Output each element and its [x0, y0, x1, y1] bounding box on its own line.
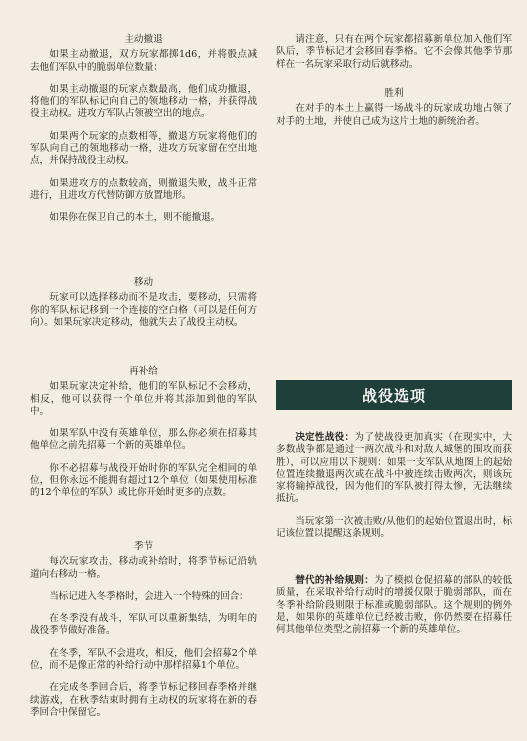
- section-move: [30, 277, 257, 329]
- paragraph: 玩家可以选择移动而不是攻击，要移动，只需将你的军队标记移到一个连接的空白格（可以是任何方向）。如果玩家决定移动，他就失去了战役主动权。: [30, 292, 257, 328]
- section-active-retreat: [30, 34, 257, 225]
- section-title: 季节: [133, 541, 154, 552]
- paragraph: 如果进攻方的点数较高，则撤退失败，战斗正常进行，且进攻方代替防御方放置地形。: [30, 177, 257, 201]
- paragraph: 在冬季没有战斗，军队可以重新集结，为明年的战役季节做好准备。: [30, 613, 257, 637]
- paragraph: 如果主动撤退，双方玩家都掷1d6，并将骰点减去他们军队中的脆弱单位数量：: [30, 49, 257, 73]
- section-title: 胜利: [384, 88, 404, 99]
- paragraph: 请注意，只有在两个玩家都招募新单位加入他们军队后，季节标记才会移回春季格。它不会像其他季节那样在一名玩家采取行动后就移动。: [276, 34, 512, 70]
- section-resupply: [30, 366, 257, 500]
- section-note: [276, 34, 512, 71]
- paragraph: 当玩家第一次被击败/从他们的起始位置退出时，标记该位置以提醒这条规则。: [276, 515, 512, 540]
- section-decisive-battle: [276, 432, 512, 540]
- section-title: 再补给: [129, 366, 158, 377]
- paragraph: 如果你在保卫自己的本土，则不能撤退。: [49, 212, 221, 224]
- section-seasons: [30, 541, 257, 719]
- campaign-options-banner: 战役选项: [276, 380, 512, 410]
- paragraph: 每次玩家攻击、移动或补给时，将季节标记沿轨道向右移动一格。: [30, 556, 257, 580]
- section-title: 移动: [133, 277, 154, 288]
- paragraph: 如果玩家决定补给，他们的军队标记不会移动，相反，他可以获得一个单位并将其添加到他的军队中。: [30, 381, 257, 417]
- paragraph: 你不必招募与战役开始时你的军队完全相同的单位，但你永远不能拥有超过12个单位（如果使用标准的12个单位的军队）或比你开始时更多的点数。: [30, 462, 257, 499]
- section-victory: [276, 88, 512, 128]
- rule-text: 为了使战役更加真实（在现实中，大多数战争都是通过一两次战斗和对敌人城堡的围攻而获胜），可以应用以下规则：如果一支军队从地图上的起始位置连续撤退两次或在战斗中被连续击败两次，则该玩家将输掉战役，因为他们的军队被打得太惨，无法继续抵抗。: [276, 432, 512, 505]
- paragraph: [276, 575, 512, 636]
- rule-label: 决定性战役：: [295, 432, 355, 443]
- paragraph: 在冬季，军队不会进攻，相反，他们会招募2个单位，而不是像正常的补给行动中那样招募1个单位。: [30, 647, 257, 672]
- paragraph: [276, 432, 512, 506]
- paragraph: 如果军队中没有英雄单位，那么你必须在招募其他单位之前先招募一个新的英雄单位。: [30, 428, 257, 452]
- paragraph: 在对手的本土上赢得一场战斗的玩家成功地占领了对手的土地，并使自己成为这片土地的新统治者。: [276, 103, 512, 127]
- paragraph: 当标记进入冬季格时，会进入一个特殊的回合：: [49, 590, 249, 602]
- rule-text: 为了模拟仓促招募的部队的较低质量，在采取补给行动时的增援仅限于脆弱部队，而在冬季补给阶段则限于标准或脆弱部队。这个规则的例外是，如果你的英雄单位已经被击败，你仍然要在招募任何其他单位类型之前招募一个新的英雄单位。: [276, 575, 512, 636]
- section-title: 主动撤退: [124, 34, 163, 45]
- paragraph: 在完成冬季回合后，将季节标记移回春季格并继续游戏，在秋季结束时拥有主动权的玩家将在新的春季回合中保留它。: [30, 682, 257, 718]
- paragraph: 如果两个玩家的点数相等，撤退方玩家将他们的军队向自己的领地移动一格，进攻方玩家留在空出地点，并保持战役主动权。: [30, 130, 257, 167]
- paragraph: 如果主动撤退的玩家点数最高，他们成功撤退，将他们的军队标记向自己的领地移动一格，并获得战役主动权。进攻方军队占领被空出的地点。: [30, 83, 257, 120]
- section-alt-supply: [276, 575, 512, 636]
- rule-label: 替代的补给规则：: [295, 575, 375, 586]
